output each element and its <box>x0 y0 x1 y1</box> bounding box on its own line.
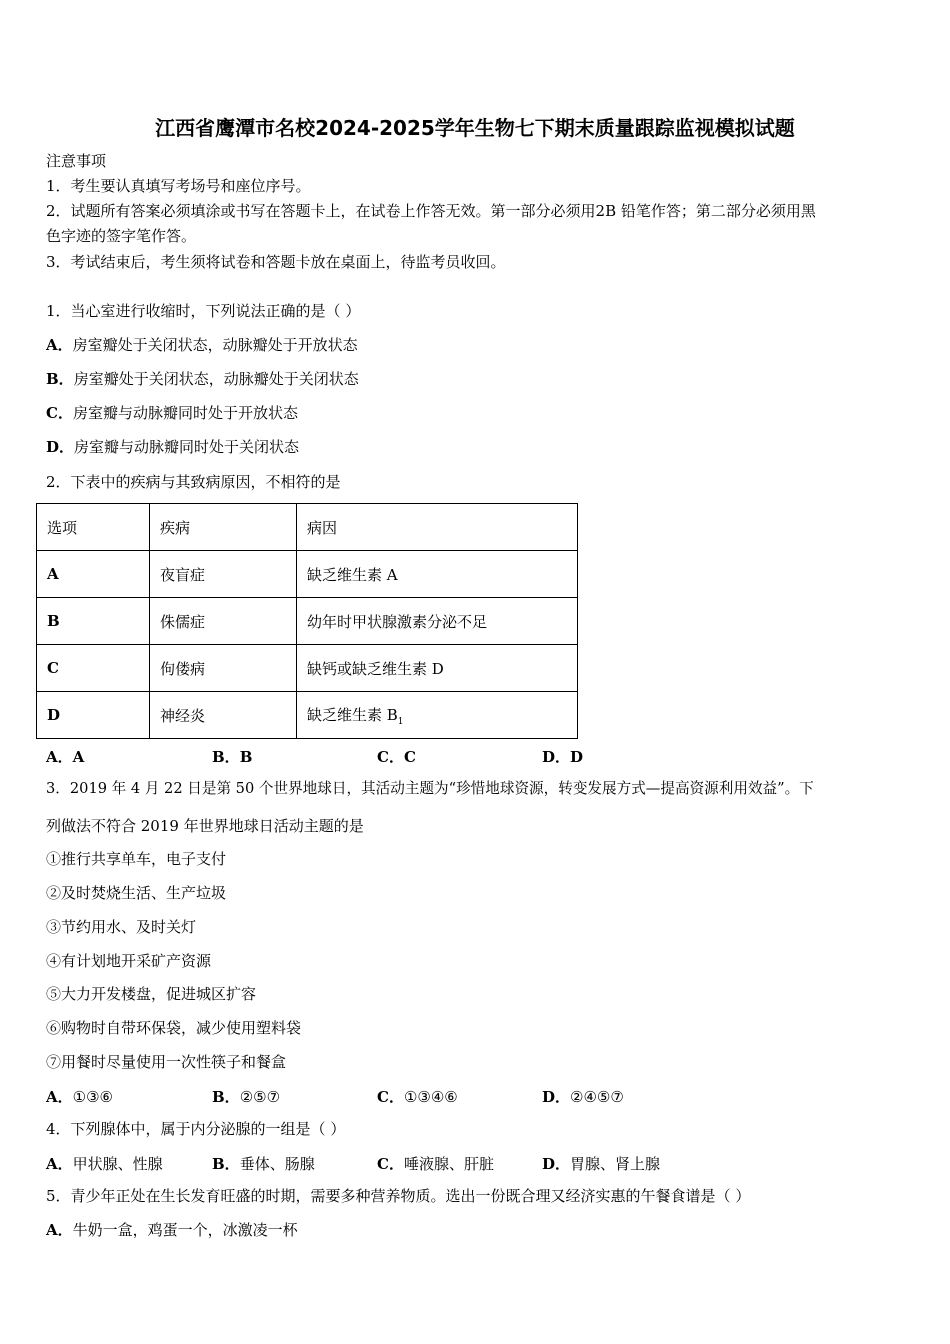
option-label: D． <box>542 748 571 766</box>
option-text: 房室瓣与动脉瓣同时处于开放状态 <box>72 404 298 422</box>
notice-item: 色字迹的签字笔作答。 <box>46 227 197 245</box>
table-cell: C <box>37 645 150 692</box>
q2-option-b <box>212 746 252 767</box>
disease-table <box>36 503 578 739</box>
table-cell: 缺钙或缺乏维生素 D <box>297 645 578 692</box>
q2-stem: 2．下表中的疾病与其致病原因，不相符的是 <box>46 473 341 491</box>
q1-option-a <box>46 336 358 354</box>
table-cell <box>297 692 578 739</box>
option-text: A <box>72 748 85 766</box>
option-text: 垂体、肠腺 <box>239 1155 315 1173</box>
table-cell: B <box>37 598 150 645</box>
table-header-cell: 疾病 <box>150 504 297 551</box>
option-label: B． <box>212 1088 240 1106</box>
option-label: A． <box>46 1221 73 1239</box>
option-text: 牛奶一盒，鸡蛋一个，冰激凌一杯 <box>72 1221 298 1239</box>
table-cell: 幼年时甲状腺激素分泌不足 <box>297 598 578 645</box>
option-text: 房室瓣处于关闭状态，动脉瓣处于关闭状态 <box>73 370 359 388</box>
option-label: D． <box>542 1088 571 1106</box>
notice-heading: 注意事项 <box>46 152 107 170</box>
q3-option-d <box>542 1086 624 1107</box>
q3-option-c <box>377 1086 458 1107</box>
q5-stem: 5．青少年正处在生长发育旺盛的时期，需要多种营养物质。选出一份既合理又经济实惠的午餐食谱是（ ） <box>46 1187 751 1205</box>
q3-stem-line: 列做法不符合 2019 年世界地球日活动主题的是 <box>46 817 364 835</box>
q2-option-c <box>377 746 416 767</box>
option-text: 唾液腺、肝脏 <box>403 1155 494 1173</box>
q4-option-d <box>542 1153 660 1174</box>
q2-option-a <box>46 746 84 767</box>
subscript: 1 <box>397 716 404 727</box>
q4-option-b <box>212 1153 315 1174</box>
option-label: D． <box>46 438 75 456</box>
q4-option-a <box>46 1153 163 1174</box>
option-label: D． <box>542 1155 571 1173</box>
q1-option-d <box>46 438 299 456</box>
option-label: A． <box>46 748 73 766</box>
option-text: 胃腺、肾上腺 <box>570 1155 661 1173</box>
q1-stem: 1．当心室进行收缩时，下列说法正确的是（ ） <box>46 302 361 320</box>
table-row <box>37 598 578 645</box>
table-header-cell: 选项 <box>37 504 150 551</box>
option-label: C． <box>46 404 73 422</box>
q5-option-a <box>46 1221 298 1239</box>
table-row <box>37 645 578 692</box>
option-label: C． <box>377 1088 404 1106</box>
table-row <box>37 551 578 598</box>
table-cell: 缺乏维生素 A <box>297 551 578 598</box>
q1-option-c <box>46 404 298 422</box>
table-header-row <box>37 504 578 551</box>
option-text: C <box>403 748 416 766</box>
table-header-cell: 病因 <box>297 504 578 551</box>
q4-option-c <box>377 1153 494 1174</box>
notice-item: 2．试题所有答案必须填涂或书写在答题卡上，在试卷上作答无效。第一部分必须用2B 铅笔作答；第二部分必须用黑 <box>46 202 816 220</box>
option-text: B <box>239 748 253 766</box>
option-text: D <box>570 748 584 766</box>
q3-option-a <box>46 1086 113 1107</box>
q3-item: ⑥购物时自带环保袋，减少使用塑料袋 <box>46 1019 302 1037</box>
table-row <box>37 692 578 739</box>
cell-text: 缺乏维生素 B <box>307 705 398 724</box>
option-text: ②⑤⑦ <box>239 1088 281 1106</box>
q3-item: ②及时焚烧生活、生产垃圾 <box>46 884 227 902</box>
option-label: B． <box>212 748 240 766</box>
option-text: 房室瓣处于关闭状态，动脉瓣处于开放状态 <box>72 336 358 354</box>
table-cell: 佝偻病 <box>150 645 297 692</box>
q3-item: ④有计划地开采矿产资源 <box>46 952 212 970</box>
option-label: A． <box>46 1088 73 1106</box>
option-text: ②④⑤⑦ <box>570 1088 624 1106</box>
q3-item: ③节约用水、及时关灯 <box>46 918 197 936</box>
q3-option-b <box>212 1086 280 1107</box>
option-label: A． <box>46 336 73 354</box>
table-cell: 夜盲症 <box>150 551 297 598</box>
option-text: ①③④⑥ <box>403 1088 458 1106</box>
option-label: A． <box>46 1155 73 1173</box>
option-text: 甲状腺、性腺 <box>72 1155 163 1173</box>
q3-stem-line: 3．2019 年 4 月 22 日是第 50 个世界地球日，其活动主题为“珍惜地球资源，转变发展方式—提高资源利用效益”。下 <box>46 780 814 797</box>
table-cell: D <box>37 692 150 739</box>
notice-item: 1．考生要认真填写考场号和座位序号。 <box>46 177 311 195</box>
option-label: C． <box>377 1155 404 1173</box>
q3-item: ⑤大力开发楼盘，促进城区扩容 <box>46 985 257 1003</box>
q3-item: ①推行共享单车，电子支付 <box>46 850 227 868</box>
option-label: B． <box>46 370 74 388</box>
q3-item: ⑦用餐时尽量使用一次性筷子和餐盒 <box>46 1053 287 1071</box>
table-cell: 侏儒症 <box>150 598 297 645</box>
option-text: 房室瓣与动脉瓣同时处于关闭状态 <box>74 438 300 456</box>
q2-option-d <box>542 746 583 767</box>
table-cell: A <box>37 551 150 598</box>
table-cell: 神经炎 <box>150 692 297 739</box>
page-title: 江西省鹰潭市名校2024-2025学年生物七下期末质量跟踪监视模拟试题 <box>155 116 795 140</box>
option-label: B． <box>212 1155 240 1173</box>
option-text: ①③⑥ <box>72 1088 113 1106</box>
notice-item: 3．考试结束后，考生须将试卷和答题卡放在桌面上，待监考员收回。 <box>46 253 506 271</box>
q4-stem: 4．下列腺体中，属于内分泌腺的一组是（ ） <box>46 1120 346 1138</box>
option-label: C． <box>377 748 404 766</box>
q1-option-b <box>46 370 359 388</box>
